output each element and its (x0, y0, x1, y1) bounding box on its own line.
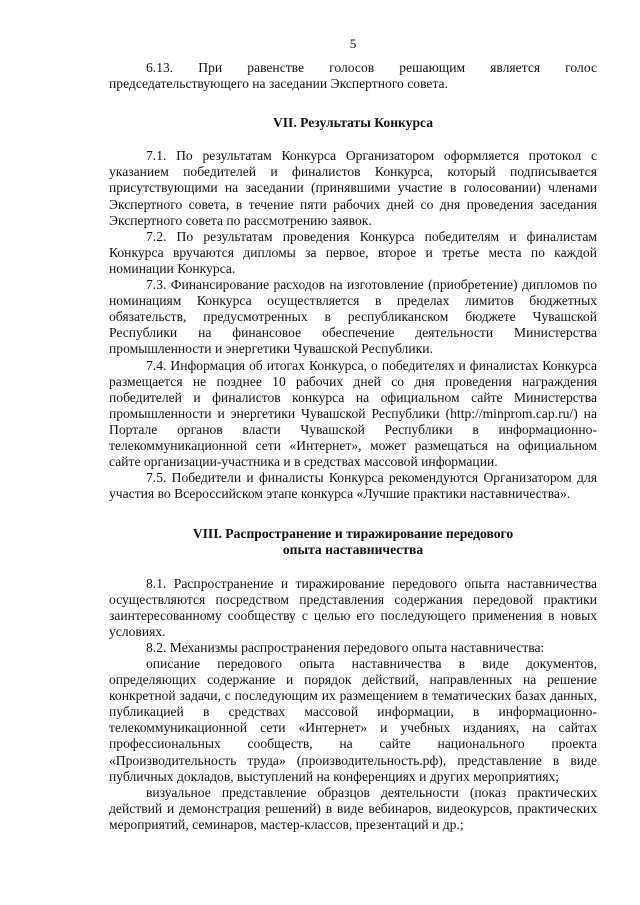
paragraph-8-2: 8.2. Механизмы распространения передового опыта наставничества: (146, 639, 545, 655)
paragraph-7-4: 7.4. Информация об итогах Конкурса, о победителях и финалистах Конкурса размещается не позднее 10 рабочих дней со дня проведения награждения победителей и финалистов конкурса на официальном сайте Министерства промышленности и энергетики Чувашской Республики (http://minprom.cap.ru/) на Портале органов власти Чувашской Республики в информационно-телекоммуникационной сети «Интернет», может размещаться на официальном сайте организации-участника и в средствах массовой информации. (109, 357, 597, 470)
section-8-heading-line-2: опыта наставничества (282, 542, 424, 558)
paragraph-8-2-item-2: визуальное представление образцов деятельности (показ практических действий и демонстрация решений) в виде вебинаров, видеокурсов, практических мероприятий, семинаров, мастер-классов, презентаций и др.; (109, 784, 597, 832)
paragraph-7-5: 7.5. Победители и финалисты Конкурса рекомендуются Организатором для участия во Всероссийском этапе конкурса «Лучшие практики наставничества». (109, 470, 597, 502)
section-8-heading-line-1: VIII. Распространение и тиражирование передового (192, 526, 514, 542)
paragraph-7-3: 7.3. Финансирование расходов на изготовление (приобретение) дипломов по номинациям Конкурса осуществляется в пределах лимитов бюджетных обязательств, предусмотренных в республиканском бюджете Чувашской Республики на финансовое обеспечение деятельности Министерства промышленности и энергетики Чувашской Республики. (109, 277, 597, 357)
section-7-heading: VII. Результаты Конкурса (272, 115, 434, 131)
paragraph-7-2: 7.2. По результатам проведения Конкурса победителям и финалистам Конкурса вручаются дипломы за первое, второе и третье места по каждой номинации Конкурса. (109, 228, 597, 276)
section-8-heading (109, 526, 597, 558)
page-number: 5 (349, 36, 357, 51)
paragraph-6-13: 6.13. При равенстве голосов решающим является голос председательствующего на заседании Экспертного совета. (109, 60, 597, 92)
paragraph-7-1: 7.1. По результатам Конкурса Организатором оформляется протокол с указанием победителей и финалистов Конкурса, который подписывается присутствующими на заседании (принявшими участие в голосовании) членами Экспертного совета, в течение пяти рабочих дней со дня проведения заседания Экспертного совета по рассмотрению заявок. (109, 148, 597, 228)
paragraph-8-2-item-1: описание передового опыта наставничества в виде документов, определяющих содержание и порядок действий, направленных на решение конкретной задачи, с последующим их размещением в тематических базах данных, публикацией в средствах массовой информации, в информационно-телекоммуникационной сети «Интернет» и учебных изданиях, на сайтах профессиональных сообществ, на сайте национального проекта «Производительность труда» (производительность.рф), представление в виде публичных докладов, выступлений на конференциях и других мероприятиях; (109, 656, 597, 784)
paragraph-8-1: 8.1. Распространение и тиражирование передового опыта наставничества осуществляются посредством представления содержания передовой практики заинтересованному сообществу с целью его последующего применения в новых условиях. (109, 575, 597, 639)
